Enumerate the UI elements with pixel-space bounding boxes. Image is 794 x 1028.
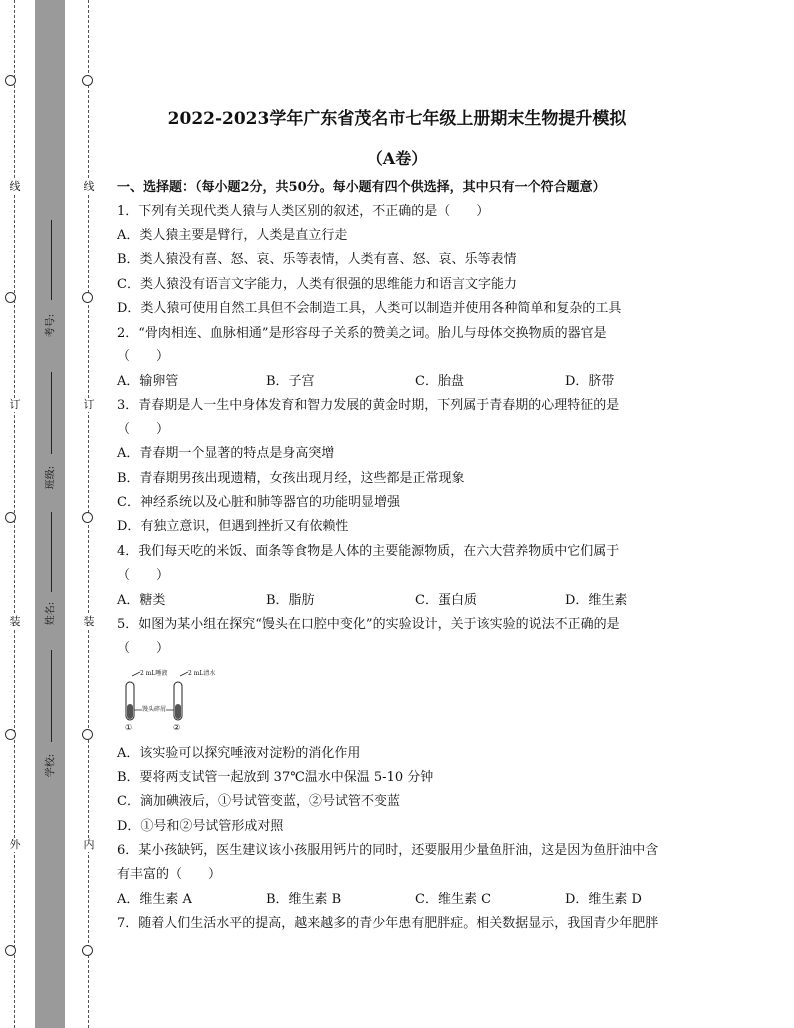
q5-option-a: A．该实验可以探究唾液对淀粉的消化作用 (117, 746, 361, 761)
name-label: 姓名: (45, 601, 57, 626)
q3-stem: 3．青春期是人一生中身体发育和智力发展的黄金时期，下列属于青春期的心理特征的是 (117, 398, 620, 413)
binding-hole-marker (5, 512, 16, 523)
exam-number-underline (51, 220, 52, 300)
q6-stem: 6．某小孩缺钙，医生建议该小孩服用钙片的同时，还要服用少量鱼肝油，这是因为鱼肝油中含 (117, 843, 659, 858)
fig-label-bread: 馒头碎屑 (142, 706, 167, 713)
exam-title: 2022-2023学年广东省茂名市七年级上册期末生物提升模拟 (167, 109, 627, 129)
q4-paren: （ ） (117, 568, 170, 583)
school-underline (51, 650, 52, 742)
name-underline (51, 512, 52, 592)
q2-stem: 2．“骨肉相连、血脉相通”是形容母子关系的赞美之词。胎儿与母体交换物质的器官是 (117, 326, 607, 341)
q6-stem-continued: 有丰富的（ ） (117, 867, 222, 882)
margin-char-xian: 线 (83, 180, 95, 193)
fig-tube-number-2: ② (173, 723, 181, 732)
binding-hole-marker (5, 729, 16, 740)
tube-1-contents (127, 704, 133, 719)
class-underline (51, 372, 52, 454)
q2-option-c: C．胎盘 (415, 374, 464, 389)
q4-option-d: D．维生素 (565, 593, 628, 608)
label-pointer (180, 672, 188, 676)
q2-option-d: D．脐带 (565, 374, 615, 389)
tube-2-contents (175, 704, 181, 719)
binding-hole-marker (82, 512, 93, 523)
binding-hole-marker (82, 729, 93, 740)
q3-option-c: C．神经系统以及心脏和肺等器官的功能明显增强 (117, 495, 400, 510)
label-pointer (132, 672, 140, 676)
q2-option-b: B．子宫 (266, 374, 315, 389)
q4-option-b: B．脂肪 (266, 593, 315, 608)
q6-option-a: A．维生素 A (117, 892, 192, 907)
q4-option-c: C．蛋白质 (415, 593, 477, 608)
q2-paren: （ ） (117, 349, 170, 364)
q3-paren: （ ） (117, 422, 170, 437)
q1-stem: 1．下列有关现代类人猿与人类区别的叙述，不正确的是（ ） (117, 204, 490, 219)
binding-hole-marker (5, 292, 16, 303)
q5-option-c: C．滴加碘液后，①号试管变蓝，②号试管不变蓝 (117, 794, 400, 809)
q1-option-d: D．类人猿可使用自然工具但不会制造工具，人类可以制造并使用各种简单和复杂的工具 (117, 301, 622, 316)
q3-option-b: B．青春期男孩出现遗精，女孩出现月经，这些都是正常现象 (117, 471, 465, 486)
binding-hole-marker (82, 75, 93, 86)
q5-stem: 5．如图为某小组在探究“馒头在口腔中变化”的实验设计，关于该实验的说法不正确的是 (117, 617, 620, 632)
exam-number-label: 考号: (45, 313, 57, 338)
fig-label-water: 2 mL清水 (188, 670, 216, 677)
binding-hole-marker (82, 292, 93, 303)
q2-option-a: A．输卵管 (117, 374, 179, 389)
q5-option-b: B．要将两支试管一起放到 37℃温水中保温 5-10 分钟 (117, 770, 434, 785)
q1-option-b: B．类人猿没有喜、怒、哀、乐等表情，人类有喜、怒、哀、乐等表情 (117, 252, 517, 267)
binding-hole-marker (5, 945, 16, 956)
exam-subtitle: （A卷） (366, 149, 428, 168)
margin-char-wai: 外 (9, 838, 21, 851)
class-label: 班级: (45, 465, 57, 490)
margin-char-xian: 线 (9, 180, 21, 193)
q5-paren: （ ） (117, 641, 170, 656)
q6-option-c: C．维生素 C (415, 892, 492, 907)
q6-option-b: B．维生素 B (266, 892, 342, 907)
q5-option-d: D．①号和②号试管形成对照 (117, 819, 284, 834)
q4-stem: 4．我们每天吃的米饭、面条等食物是人体的主要能源物质，在六大营养物质中它们属于 (117, 544, 620, 559)
q1-option-a: A．类人猿主要是臂行，人类是直立行走 (117, 228, 348, 243)
margin-char-nei: 内 (83, 838, 95, 851)
school-label: 学校: (45, 753, 57, 778)
q3-option-d: D．有独立意识，但遇到挫折又有依赖性 (117, 519, 349, 534)
q4-option-a: A．糖类 (117, 593, 166, 608)
margin-char-zhuang: 装 (83, 615, 95, 628)
section-heading: 一、选择题：（每小题2分，共50分。每小题有四个供选择，其中只有一个符合题意） (117, 180, 606, 195)
q7-stem: 7．随着人们生活水平的提高，越来越多的青少年患有肥胖症。相关数据显示，我国青少年肥胖 (117, 916, 659, 931)
binding-hole-marker (82, 945, 93, 956)
q6-option-d: D．维生素 D (565, 892, 642, 907)
binding-hole-marker (5, 75, 16, 86)
q3-option-a: A．青春期一个显著的特点是身高突增 (117, 446, 335, 461)
margin-char-ding: 订 (9, 398, 21, 411)
margin-char-ding: 订 (83, 398, 95, 411)
test-tube-figure (118, 668, 228, 736)
fig-tube-number-1: ① (125, 723, 133, 732)
q1-option-c: C．类人猿没有语言文字能力，人类有很强的思维能力和语言文字能力 (117, 277, 517, 292)
fig-label-saliva: 2 mL唾液 (140, 670, 168, 677)
margin-char-zhuang: 装 (9, 615, 21, 628)
